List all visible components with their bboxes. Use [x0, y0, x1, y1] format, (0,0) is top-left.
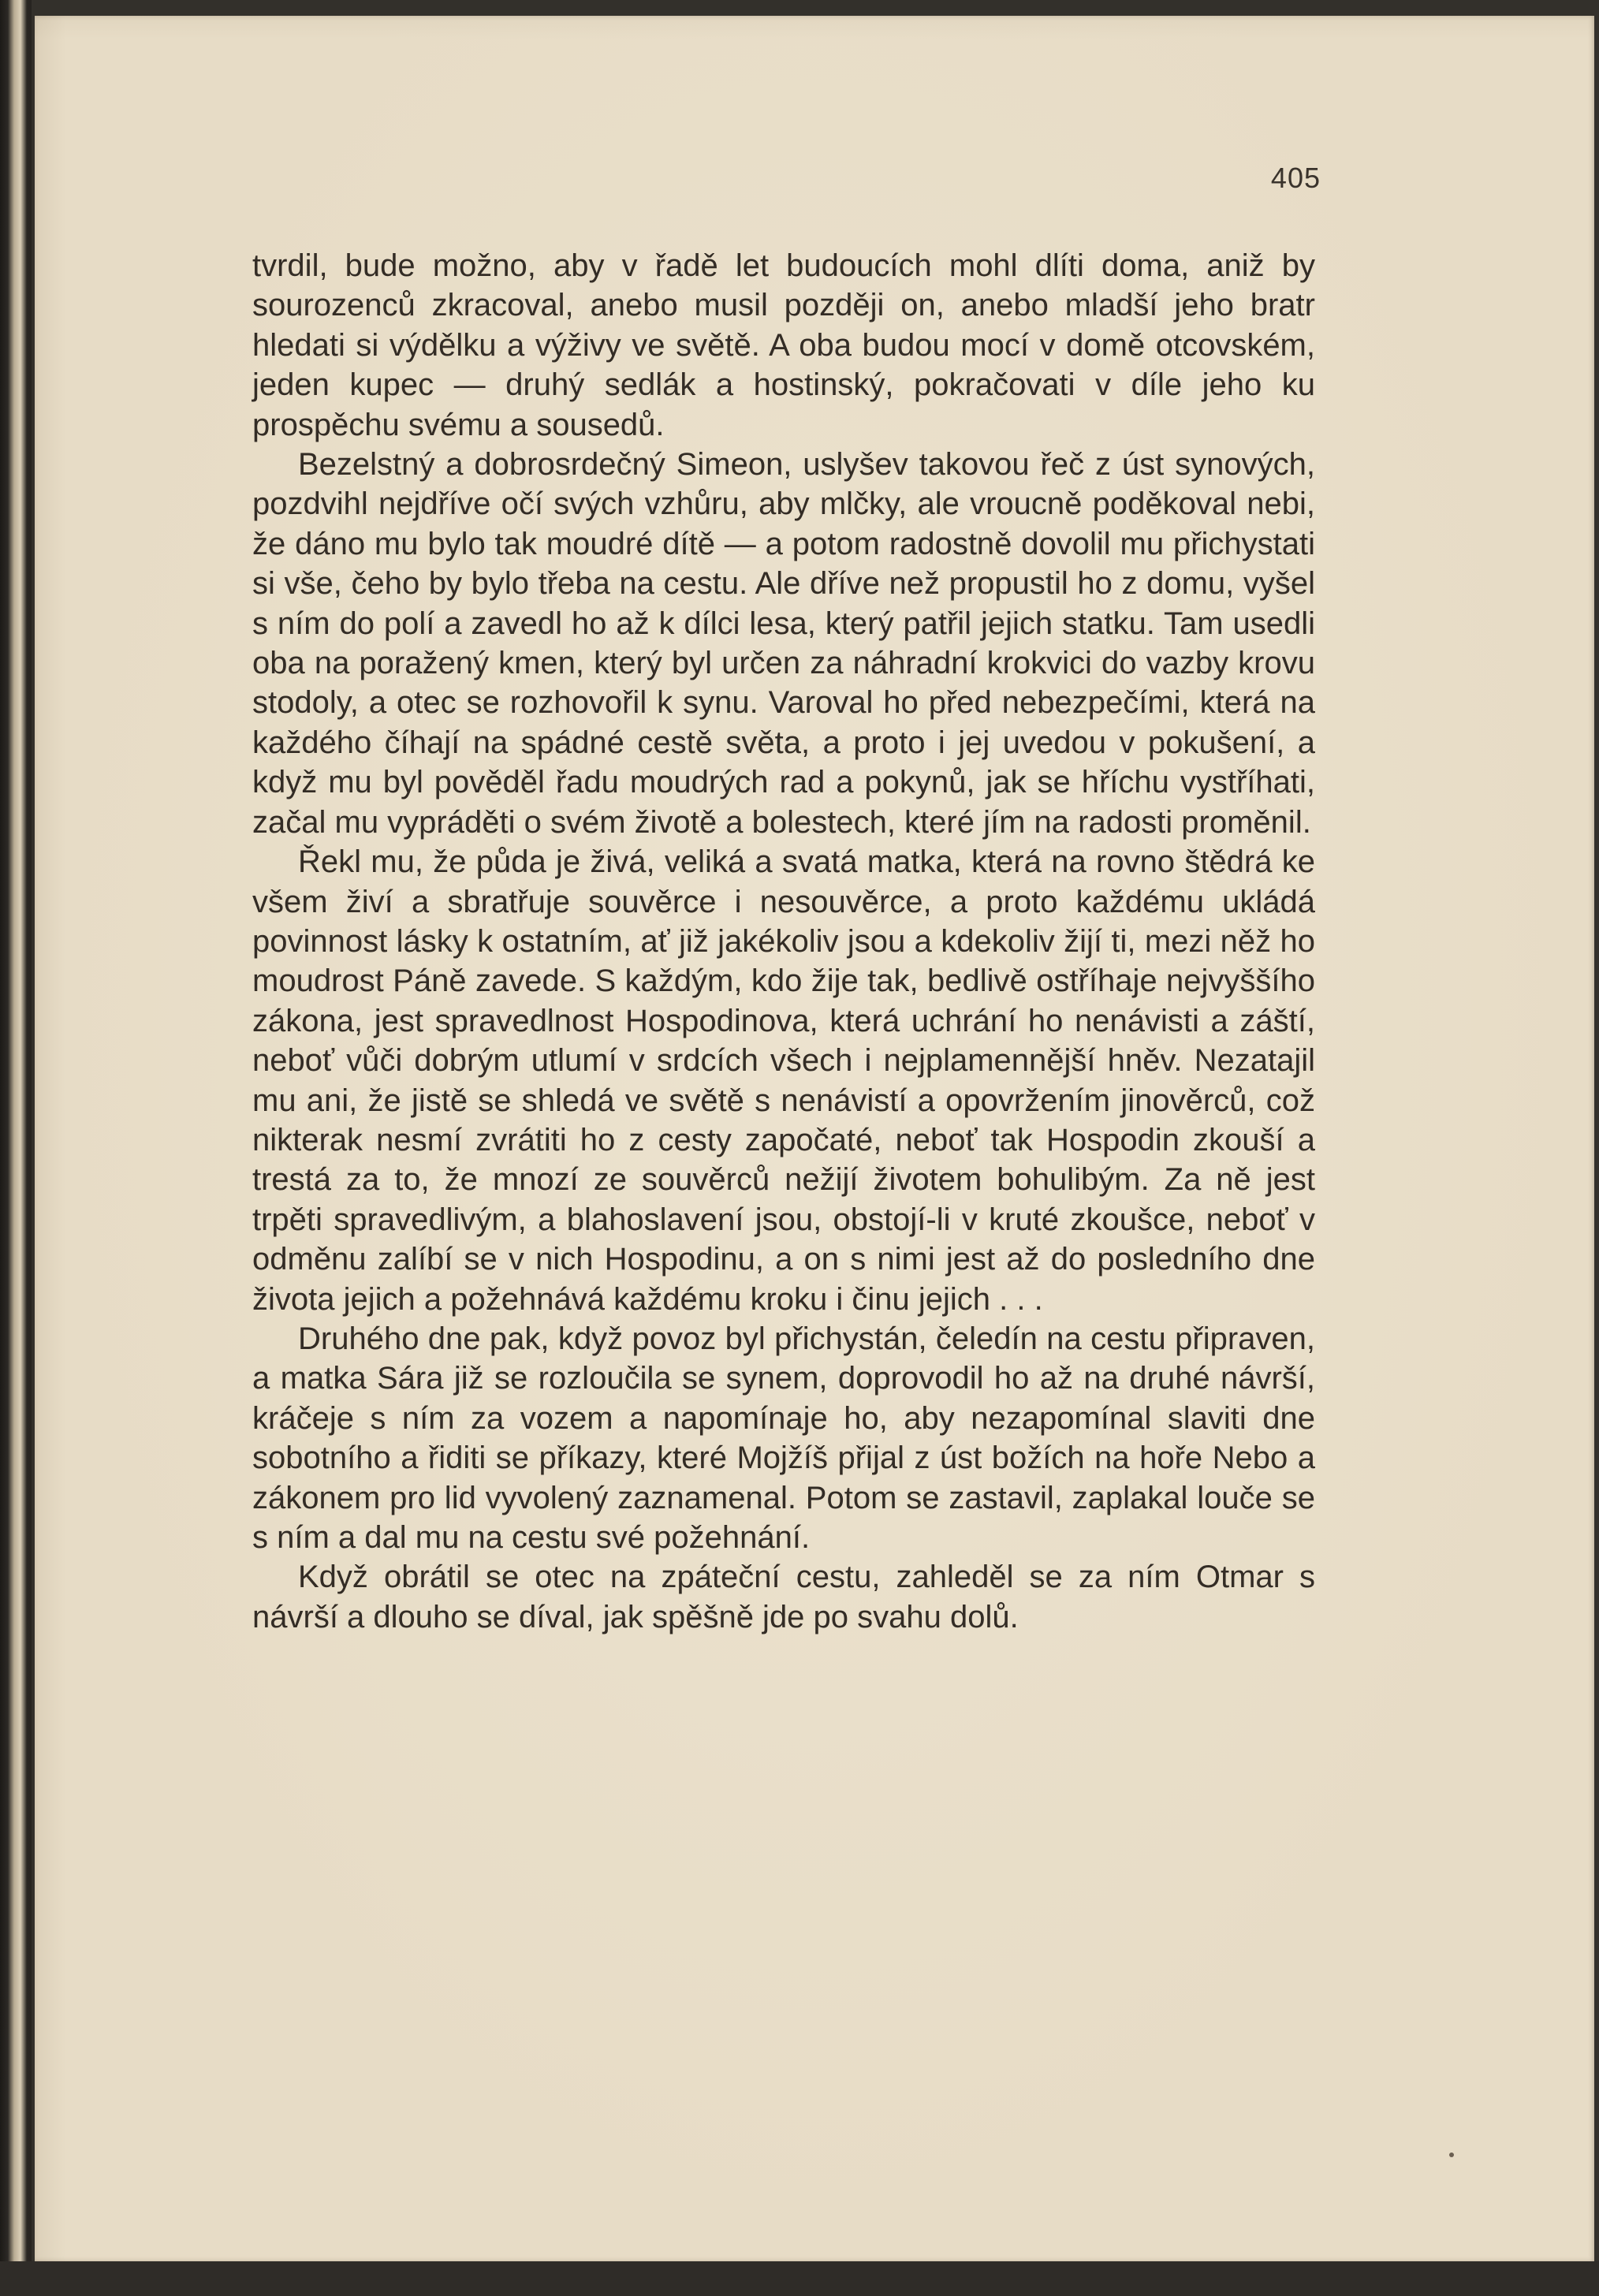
page-number: 405	[1270, 162, 1321, 194]
paragraph: tvrdil, bude možno, aby v řadě let budoucích mohl dlíti doma, aniž by sourozenců zkracoval, anebo musil později on, anebo mladší jeho bratr hledati si výdělku a výživy ve světě. A oba budou mocí v domě otcovském, jeden kupec — druhý sedlák a hostinský, pokračovati v díle jeho ku prospěchu svému a sousedů.	[252, 248, 1315, 442]
paragraph: Když obrátil se otec na zpáteční cestu, zahleděl se za ním Otmar s návrší a dlouho se díval, jak spěšně jde po svahu dolů.	[252, 1560, 1315, 1634]
paper-speck	[1449, 2152, 1454, 2157]
paragraph: Bezelstný a dobrosrdečný Simeon, uslyšev takovou řeč z úst synových, pozdvihl nejdříve očí svých vzhůru, aby mlčky, ale vroucně poděkoval nebi, že dáno mu bylo tak moudré dítě — a potom radostně dovolil mu přichystati si vše, čeho by bylo třeba na cestu. Ale dříve než propustil ho z domu, vyšel s ním do polí a zavedl ho až k dílci lesa, který patřil jejich statku. Tam usedli oba na poražený kmen, který byl určen za náhradní krokvici do vazby krovu stodoly, a otec se rozhovořil k synu. Varoval ho před nebezpečími, která na každého číhají na spádné cestě světa, a proto i jej uvedou v pokušení, a když mu byl pověděl řadu moudrých rad a pokynů, jak se hříchu vystříhati, začal mu vypráděti o svém životě a bolestech, které jím na radosti proměnil.	[252, 447, 1315, 840]
book-spine-edge	[0, 0, 32, 2296]
body-text	[252, 246, 1315, 1637]
paragraph: Druhého dne pak, když povoz byl přichystán, čeledín na cestu připraven, a matka Sára již se rozloučila se synem, doprovodil ho až na druhé návrší, kráčeje s ním za vozem a napomínaje ho, aby nezapomínal slaviti dne sobotního a řiditi se příkazy, které Mojžíš přijal z úst božích na hoře Nebo a zákonem pro lid vyvolený zaznamenal. Potom se zastavil, zaplakal louče se s ním a dal mu na cestu své požehnání.	[252, 1321, 1315, 1555]
paragraph: Řekl mu, že půda je živá, veliká a svatá matka, která na rovno štědrá ke všem živí a sbratřuje souvěrce i nesouvěrce, a proto každému ukládá povinnost lásky k ostatním, ať již jakékoliv jsou a kdekoliv žijí ti, mezi něž ho moudrost Páně zavede. S každým, kdo žije tak, bedlivě ostříhaje nejvyššího zákona, jest spravedlnost Hospodinova, která uchrání ho nenávisti a záští, neboť vůči dobrým utlumí v srdcích všech i nejplamennější hněv. Nezatajil mu ani, že jistě se shledá ve světě s nenávistí a opovržením jinověrců, což nikterak nesmí zvrátiti ho z cesty započaté, neboť tak Hospodin zkouší a trestá za to, že mnozí ze souvěrců nežijí životem bohulibým. Za ně jest trpěti spravedlivým, a blahoslavení jsou, obstojí-li v kruté zkoušce, neboť v odměnu zalíbí se v nich Hospodinu, a on s nimi jest až do posledního dne života jejich a požehnává každému kroku i činu jejich . . .	[252, 844, 1315, 1317]
scan-bottom-margin	[0, 2261, 1599, 2296]
